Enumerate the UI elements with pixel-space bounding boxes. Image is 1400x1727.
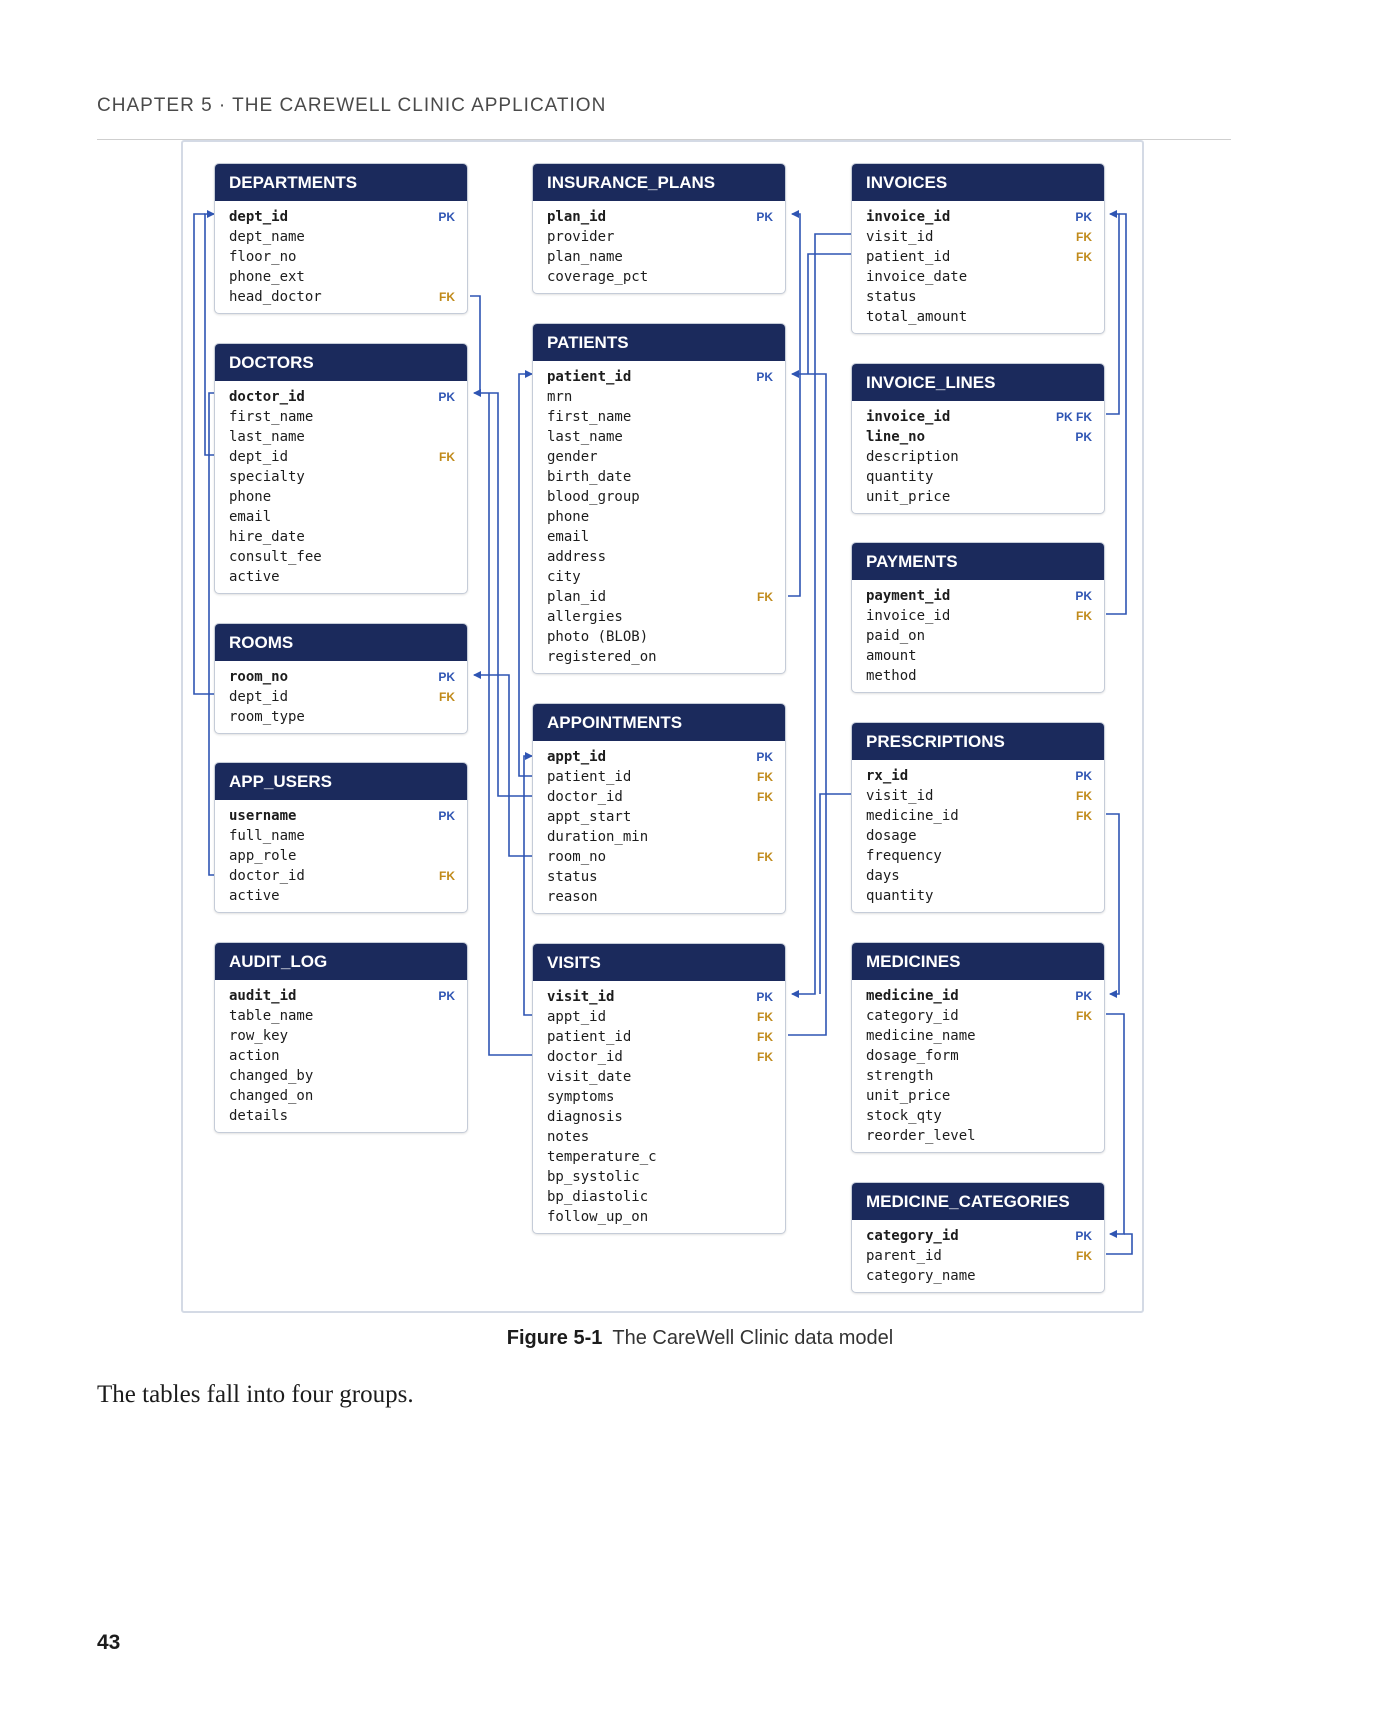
column-name: bp_systolic [547,1169,640,1185]
column-row [866,267,1092,287]
column-row [866,227,1092,247]
column-row [547,427,773,447]
column-name: total_amount [866,309,968,325]
column-name: dosage_form [866,1048,959,1064]
column-name: plan_id [547,209,607,225]
key-badge: FK [1076,1249,1092,1263]
key-badge: FK [757,770,773,784]
column-row [547,627,773,647]
body-paragraph: The tables fall into four groups. [97,1381,414,1408]
column-row [229,1006,455,1026]
key-badge: FK [439,290,455,304]
key-badge: PK [438,809,455,823]
column-name: head_doctor [229,289,322,305]
column-name: first_name [547,409,632,425]
column-name: specialty [229,469,305,485]
column-row [547,1167,773,1187]
column-name: coverage_pct [547,269,649,285]
column-row [866,467,1092,487]
column-row [547,467,773,487]
column-name: appt_id [547,749,607,765]
column-row [547,1187,773,1207]
column-name: patient_id [866,249,951,265]
table-invoice-lines [851,363,1105,514]
table-title: VISITS [533,944,785,981]
column-row [229,507,455,527]
column-name: visit_id [866,229,934,245]
key-badge: FK [1076,789,1092,803]
column-row [547,527,773,547]
column-name: phone [547,509,590,525]
table-title: MEDICINE_CATEGORIES [852,1183,1104,1220]
column-name: room_no [547,849,607,865]
column-row [866,646,1092,666]
column-row [866,447,1092,467]
column-row [229,846,455,866]
table-visits [532,943,786,1234]
column-row [547,867,773,887]
column-row [866,626,1092,646]
column-name: symptoms [547,1089,615,1105]
column-name: stock_qty [866,1108,942,1124]
column-name: floor_no [229,249,297,265]
key-badge: PK [1075,430,1092,444]
column-name: follow_up_on [547,1209,649,1225]
column-row [866,1026,1092,1046]
column-row [547,847,773,867]
column-row [547,267,773,287]
column-row [229,247,455,267]
column-row [229,707,455,727]
column-name: parent_id [866,1248,942,1264]
column-row [866,886,1092,906]
key-badge: PK [438,390,455,404]
figure-caption [0,1327,1400,1350]
table-title: PRESCRIPTIONS [852,723,1104,760]
column-row [229,667,455,687]
table-patients [532,323,786,674]
column-name: notes [547,1129,590,1145]
column-name: description [866,449,959,465]
table-title: INSURANCE_PLANS [533,164,785,201]
column-row [866,766,1092,786]
table-title: AUDIT_LOG [215,943,467,980]
column-row [866,1106,1092,1126]
column-name: invoice_id [866,409,951,425]
column-row [547,587,773,607]
key-badge: PK [438,210,455,224]
column-name: unit_price [866,1088,951,1104]
column-name: reorder_level [866,1128,976,1144]
column-row [547,387,773,407]
column-name: quantity [866,888,934,904]
key-badge: FK [439,450,455,464]
table-departments [214,163,468,314]
column-name: reason [547,889,598,905]
column-row [229,207,455,227]
table-title: PAYMENTS [852,543,1104,580]
column-row [547,567,773,587]
key-badge: PK [756,370,773,384]
table-rooms [214,623,468,734]
column-row [866,786,1092,806]
key-badge: PK [438,989,455,1003]
table-title: ROOMS [215,624,467,661]
table-insurance-plans [532,163,786,294]
column-row [866,1066,1092,1086]
table-title: PATIENTS [533,324,785,361]
table-columns [533,361,785,673]
column-name: dept_id [229,449,289,465]
column-name: phone [229,489,272,505]
key-badge: FK [1076,1009,1092,1023]
column-row [229,1106,455,1126]
key-badge: PK [1075,769,1092,783]
column-name: visit_date [547,1069,632,1085]
column-row [229,1026,455,1046]
column-name: mrn [547,389,573,405]
table-title: APPOINTMENTS [533,704,785,741]
column-row [547,787,773,807]
column-name: changed_on [229,1088,314,1104]
table-appointments [532,703,786,914]
column-name: doctor_id [229,868,305,884]
column-name: dosage [866,828,917,844]
column-name: blood_group [547,489,640,505]
column-name: last_name [229,429,305,445]
key-badge: PK [1075,989,1092,1003]
column-name: appt_start [547,809,632,825]
table-medicines [851,942,1105,1153]
column-name: plan_name [547,249,623,265]
column-name: status [866,289,917,305]
column-name: table_name [229,1008,314,1024]
key-badge: FK [757,850,773,864]
column-row [866,207,1092,227]
table-columns [215,661,467,733]
table-columns [215,800,467,912]
column-row [547,1067,773,1087]
column-name: consult_fee [229,549,322,565]
column-name: medicine_name [866,1028,976,1044]
table-audit-log [214,942,468,1133]
column-name: username [229,808,297,824]
column-name: payment_id [866,588,951,604]
column-name: method [866,668,917,684]
column-name: room_type [229,709,305,725]
table-app-users [214,762,468,913]
key-badge: PK [1075,589,1092,603]
key-badge: PK [756,750,773,764]
column-row [866,666,1092,686]
column-row [547,227,773,247]
column-row [547,647,773,667]
column-name: action [229,1048,280,1064]
table-columns [852,1220,1104,1292]
column-name: patient_id [547,769,632,785]
column-row [229,447,455,467]
column-name: app_role [229,848,297,864]
column-row [547,1107,773,1127]
column-row [229,986,455,1006]
column-name: email [547,529,590,545]
key-badge: PK [438,670,455,684]
column-row [229,826,455,846]
column-row [866,606,1092,626]
figure-number: Figure 5-1 [506,1327,603,1349]
column-row [866,427,1092,447]
column-name: line_no [866,429,926,445]
column-name: first_name [229,409,314,425]
column-name: invoice_id [866,608,951,624]
key-badge: FK [757,1030,773,1044]
column-name: dept_id [229,689,289,705]
column-name: unit_price [866,489,951,505]
column-name: registered_on [547,649,657,665]
column-row [229,866,455,886]
column-row [866,487,1092,507]
page-number: 43 [97,1631,121,1654]
column-row [547,547,773,567]
column-row [547,887,773,907]
key-badge: FK [757,790,773,804]
column-row [229,267,455,287]
column-row [866,1246,1092,1266]
column-name: birth_date [547,469,632,485]
key-badge: FK [1076,250,1092,264]
column-row [229,387,455,407]
column-row [229,407,455,427]
column-row [547,487,773,507]
column-name: days [866,868,900,884]
column-name: row_key [229,1028,289,1044]
table-title: DOCTORS [215,344,467,381]
column-row [866,1266,1092,1286]
column-name: medicine_id [866,988,959,1004]
key-badge: FK [1076,230,1092,244]
column-name: strength [866,1068,934,1084]
column-row [547,447,773,467]
column-row [866,1126,1092,1146]
column-row [547,1207,773,1227]
column-name: doctor_id [547,1049,623,1065]
column-row [229,1046,455,1066]
chapter-header: CHAPTER 5 · THE CAREWELL CLINIC APPLICATION [97,95,607,116]
column-row [866,287,1092,307]
table-title: INVOICES [852,164,1104,201]
table-prescriptions [851,722,1105,913]
column-name: category_name [866,1268,976,1284]
key-badge: FK [1076,809,1092,823]
column-row [229,687,455,707]
key-badge: PK [1075,1229,1092,1243]
column-name: email [229,509,272,525]
key-badge: PK FK [1056,410,1092,424]
column-row [866,1046,1092,1066]
column-row [547,607,773,627]
column-row [229,527,455,547]
table-columns [215,201,467,313]
column-name: doctor_id [229,389,305,405]
column-row [547,1127,773,1147]
column-name: plan_id [547,589,607,605]
column-name: room_no [229,669,289,685]
column-name: paid_on [866,628,926,644]
column-name: bp_diastolic [547,1189,649,1205]
table-invoices [851,163,1105,334]
column-name: medicine_id [866,808,959,824]
column-row [229,567,455,587]
column-name: invoice_id [866,209,951,225]
column-row [866,307,1092,327]
key-badge: PK [756,210,773,224]
key-badge: FK [439,869,455,883]
column-row [866,806,1092,826]
column-row [547,747,773,767]
column-row [229,1086,455,1106]
column-row [547,1087,773,1107]
table-columns [533,741,785,913]
table-columns [852,580,1104,692]
figure-title: The CareWell Clinic data model [612,1327,894,1349]
column-row [547,807,773,827]
column-row [866,986,1092,1006]
column-name: allergies [547,609,623,625]
table-columns [852,980,1104,1152]
column-name: temperature_c [547,1149,657,1165]
table-columns [215,381,467,593]
column-row [547,507,773,527]
table-medicine-categories [851,1182,1105,1293]
table-title: INVOICE_LINES [852,364,1104,401]
key-badge: PK [1075,210,1092,224]
column-name: photo (BLOB) [547,629,649,645]
column-row [547,827,773,847]
table-columns [852,401,1104,513]
table-columns [215,980,467,1132]
column-name: active [229,569,280,585]
key-badge: FK [757,590,773,604]
column-row [229,547,455,567]
column-row [547,1027,773,1047]
table-title: APP_USERS [215,763,467,800]
column-row [866,407,1092,427]
column-name: patient_id [547,1029,632,1045]
column-row [229,1066,455,1086]
column-row [866,1006,1092,1026]
table-title: DEPARTMENTS [215,164,467,201]
table-columns [852,201,1104,333]
key-badge: FK [757,1050,773,1064]
column-name: last_name [547,429,623,445]
column-row [547,207,773,227]
key-badge: PK [756,990,773,1004]
column-row [547,767,773,787]
column-name: duration_min [547,829,649,845]
table-title: MEDICINES [852,943,1104,980]
column-name: rx_id [866,768,909,784]
column-name: category_id [866,1228,959,1244]
column-row [547,247,773,267]
column-name: city [547,569,581,585]
table-columns [533,201,785,293]
column-row [547,987,773,1007]
column-row [547,1147,773,1167]
column-row [866,866,1092,886]
column-row [866,826,1092,846]
column-name: status [547,869,598,885]
table-columns [533,981,785,1233]
column-row [866,846,1092,866]
column-row [229,886,455,906]
table-columns [852,760,1104,912]
column-name: gender [547,449,598,465]
column-name: appt_id [547,1009,607,1025]
column-row [866,247,1092,267]
column-name: dept_name [229,229,305,245]
column-row [229,467,455,487]
column-row [866,586,1092,606]
column-name: diagnosis [547,1109,623,1125]
column-name: visit_id [547,989,615,1005]
column-row [229,227,455,247]
column-row [866,1086,1092,1106]
table-payments [851,542,1105,693]
column-name: phone_ext [229,269,305,285]
table-doctors [214,343,468,594]
column-row [229,287,455,307]
column-row [229,806,455,826]
column-name: amount [866,648,917,664]
column-name: provider [547,229,615,245]
column-name: details [229,1108,289,1124]
key-badge: FK [757,1010,773,1024]
column-name: dept_id [229,209,289,225]
column-name: active [229,888,280,904]
column-row [547,407,773,427]
column-name: doctor_id [547,789,623,805]
column-name: frequency [866,848,942,864]
column-name: quantity [866,469,934,485]
column-row [229,427,455,447]
column-name: audit_id [229,988,297,1004]
column-name: patient_id [547,369,632,385]
column-row [229,487,455,507]
column-name: changed_by [229,1068,314,1084]
column-name: invoice_date [866,269,968,285]
column-name: category_id [866,1008,959,1024]
column-row [547,1047,773,1067]
key-badge: FK [1076,609,1092,623]
column-name: address [547,549,607,565]
column-name: visit_id [866,788,934,804]
key-badge: FK [439,690,455,704]
column-name: full_name [229,828,305,844]
column-row [547,1007,773,1027]
column-name: hire_date [229,529,305,545]
column-row [866,1226,1092,1246]
column-row [547,367,773,387]
